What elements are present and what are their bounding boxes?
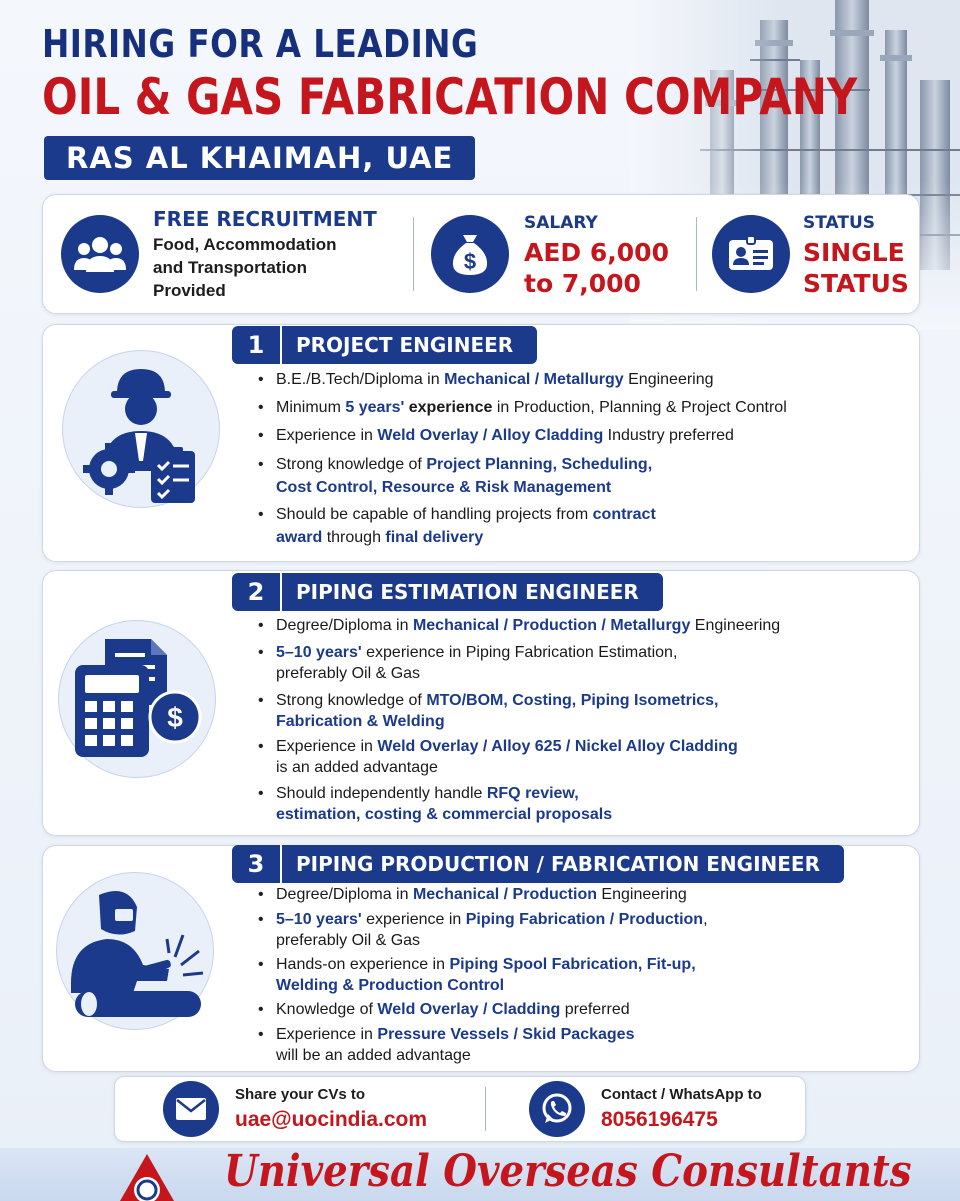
job-2-title: PIPING ESTIMATION ENGINEER (296, 580, 639, 604)
requirement-text: preferably Oil & Gas (276, 665, 421, 682)
requirement-line (256, 886, 687, 904)
calculator-icon (58, 620, 216, 778)
job-1-title: PROJECT ENGINEER (296, 333, 514, 357)
requirement-text: Weld Overlay / Cladding (377, 1001, 561, 1018)
divider (485, 1087, 486, 1131)
requirement-text: 5 years' (345, 399, 405, 416)
requirement-text: contract (592, 506, 656, 523)
requirement-line (256, 806, 612, 824)
requirement-line (256, 371, 714, 389)
email-label: Share your CVs to (235, 1086, 366, 1103)
requirement-text: experience (404, 399, 493, 416)
email-address[interactable]: uae@uocindia.com (235, 1108, 428, 1131)
requirement-text: Mechanical / Production (412, 886, 597, 903)
requirement-text: Engineering (596, 886, 687, 903)
requirement-text: in Production, Planning & Project Control (492, 399, 787, 416)
requirement-text: Strong knowledge of (276, 692, 427, 709)
requirement-line (256, 479, 611, 497)
requirement-text: Industry preferred (603, 427, 734, 444)
requirement-line (256, 1047, 471, 1065)
status-value-line-1: SINGLE (803, 238, 905, 267)
job-1-badge (232, 326, 537, 364)
requirement-line (256, 456, 652, 474)
requirement-text: Experience in (276, 738, 378, 755)
requirement-text: Should independently handle (276, 785, 487, 802)
money-bag-icon (431, 215, 509, 293)
requirement-line (256, 506, 656, 524)
requirement-text: preferably Oil & Gas (276, 932, 421, 949)
requirement-line (256, 785, 579, 803)
job-1-number: 1 (232, 326, 282, 364)
requirement-text: Experience in (276, 427, 378, 444)
requirement-text: final delivery (385, 529, 484, 546)
job-2-number: 2 (232, 573, 282, 611)
requirement-line (256, 692, 719, 710)
requirement-text: Mechanical / Metallurgy (444, 371, 624, 388)
salary-value-line-2: to 7,000 (524, 269, 641, 298)
requirement-text: through (322, 529, 386, 546)
engineer-icon (62, 350, 220, 508)
requirement-text: 5–10 years' (276, 911, 362, 928)
whatsapp-icon (529, 1081, 585, 1137)
requirement-text: is an added advantage (276, 759, 438, 776)
requirement-text: estimation, costing & commercial proposals (276, 806, 613, 823)
requirement-text: Mechanical / Production / Metallurgy (412, 617, 691, 634)
requirement-line (256, 529, 483, 547)
requirement-text: Weld Overlay / Alloy Cladding (377, 427, 604, 444)
requirement-text: Minimum (276, 399, 346, 416)
requirement-text: 5–10 years' (276, 644, 362, 661)
location-banner: RAS AL KHAIMAH, UAE (44, 136, 475, 180)
requirement-text: Piping Spool Fabrication, Fit-up, (449, 956, 696, 973)
requirement-text: B.E./B.Tech/Diploma in (276, 371, 445, 388)
requirement-text: will be an added advantage (276, 1047, 471, 1064)
requirement-text: Strong knowledge of (276, 456, 427, 473)
requirement-text: Welding & Production Control (276, 977, 505, 994)
benefits-card (42, 194, 920, 314)
requirement-text: Cost Control, Resource & Risk Management (276, 479, 612, 496)
requirement-line (256, 911, 708, 929)
recruitment-line-2: and Transportation (153, 258, 307, 277)
requirement-text: Piping Fabrication / Production (465, 911, 704, 928)
requirement-text: preferred (560, 1001, 630, 1018)
requirement-line (256, 665, 420, 683)
requirement-line (256, 644, 677, 662)
company-logo (118, 1152, 176, 1201)
contact-bar (114, 1076, 806, 1142)
requirement-line (256, 956, 696, 974)
svg-text:$: $ (463, 249, 477, 274)
headline-company: OIL & GAS FABRICATION COMPANY (42, 68, 858, 126)
id-card-icon (712, 215, 790, 293)
requirement-line (256, 738, 738, 756)
requirement-line (256, 1026, 634, 1044)
job-2-badge (232, 573, 663, 611)
requirement-text: MTO/BOM, Costing, Piping Isometrics, (426, 692, 719, 709)
requirement-text: award (276, 529, 323, 546)
requirement-text: Degree/Diploma in (276, 886, 413, 903)
requirement-text: Experience in (276, 1026, 378, 1043)
status-label: STATUS (803, 213, 876, 233)
requirement-text: Project Planning, Scheduling, (426, 456, 653, 473)
brand-name: Universal Overseas Consultants (224, 1146, 912, 1197)
requirement-text: Engineering (623, 371, 714, 388)
requirement-text: Fabrication & Welding (276, 713, 445, 730)
job-3-number: 3 (232, 845, 282, 883)
requirement-text: Hands-on experience in (276, 956, 450, 973)
recruitment-title: FREE RECRUITMENT (153, 207, 377, 231)
requirement-line (256, 1001, 630, 1019)
phone-label: Contact / WhatsApp to (601, 1086, 762, 1103)
requirement-text: RFQ review, (486, 785, 579, 802)
salary-label: SALARY (524, 213, 598, 233)
group-icon (61, 215, 139, 293)
phone-number[interactable]: 8056196475 (601, 1108, 718, 1131)
requirement-text: experience in (361, 911, 466, 928)
divider (696, 217, 697, 291)
requirement-line (256, 977, 504, 995)
salary-value-line-1: AED 6,000 (524, 238, 669, 267)
requirement-line (256, 759, 438, 777)
job-3-title: PIPING PRODUCTION / FABRICATION ENGINEER (296, 852, 820, 876)
requirement-line (256, 617, 780, 635)
email-icon (163, 1081, 219, 1137)
requirement-text: Engineering (690, 617, 781, 634)
headline-hiring: HIRING FOR A LEADING (42, 22, 479, 66)
svg-text:$: $ (167, 702, 183, 733)
requirement-text: Weld Overlay / Alloy 625 / Nickel Alloy Cladding (377, 738, 738, 755)
requirement-line (256, 713, 445, 731)
divider (413, 217, 414, 291)
status-value-line-2: STATUS (803, 269, 909, 298)
requirement-text: Degree/Diploma in (276, 617, 413, 634)
requirement-line (256, 399, 787, 417)
requirement-line (256, 932, 420, 950)
requirement-line (256, 427, 734, 445)
welder-icon (56, 872, 214, 1030)
requirement-text: Knowledge of (276, 1001, 378, 1018)
recruitment-line-3: Provided (153, 281, 226, 300)
requirement-text: Should be capable of handling projects from (276, 506, 593, 523)
recruitment-line-1: Food, Accommodation (153, 235, 337, 254)
requirement-text: , (703, 911, 708, 928)
requirement-text: experience in Piping Fabrication Estimation, (361, 644, 678, 661)
requirement-text: Pressure Vessels / Skid Packages (377, 1026, 635, 1043)
job-3-badge (232, 845, 844, 883)
